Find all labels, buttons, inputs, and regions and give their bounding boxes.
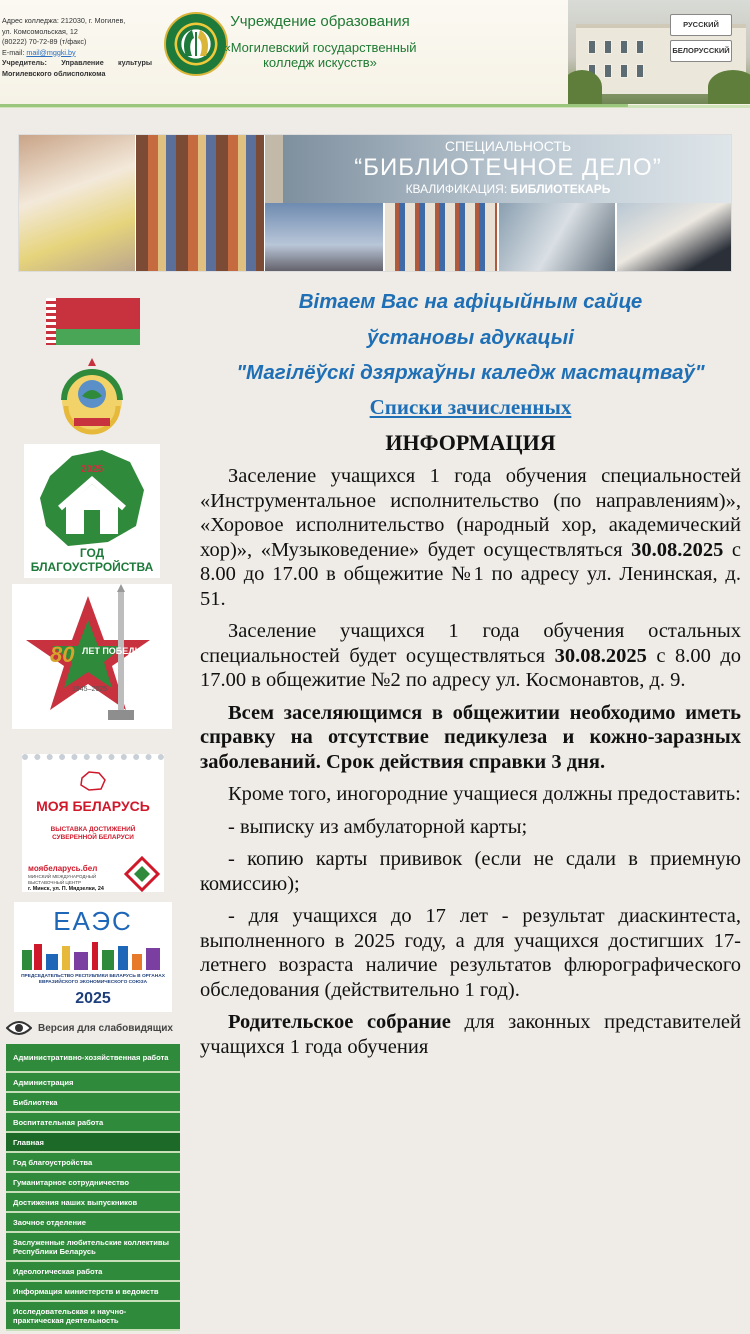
info-list-item-1: - выписку из амбулаторной карты; [228, 815, 528, 838]
flag-ornament [46, 298, 56, 345]
date-highlight: 30.08.2025 [554, 644, 647, 667]
banner-title [283, 135, 732, 203]
menu-item[interactable]: Информация министерств и ведомств [6, 1282, 180, 1302]
specialty-banner[interactable] [18, 134, 732, 272]
window [588, 40, 596, 54]
welcome-line1: Вітаем Вас на афіцыйным сайце [298, 290, 643, 313]
my-belarus-center: МИНСКИЙ МЕЖДУНАРОДНЫЙ ВЫСТАВОЧНЫЙ ЦЕНТР [28, 874, 97, 885]
side-menu [6, 1044, 180, 1331]
accessibility-label: Версия для слабовидящих [38, 1022, 173, 1034]
menu-item[interactable]: Заочное отделение [6, 1213, 180, 1233]
victory-text: ЛЕТ ПОБЕДЫ [82, 646, 144, 656]
info-paragraph-1 [200, 464, 741, 611]
menu-item[interactable]: Библиотека [6, 1093, 180, 1113]
info-list-item-2: - копию карты прививок (если не сдали в приемную комиссию); [200, 848, 741, 895]
skyline-icon [18, 940, 168, 970]
eaes-card[interactable] [14, 902, 172, 1012]
menu-item[interactable]: Воспитательная работа [6, 1113, 180, 1133]
victory-years: 1945–2025 [72, 686, 108, 693]
menu-item[interactable]: Исследовательская и научно-практическая деятельность [6, 1302, 180, 1331]
banner-line3-prefix: КВАЛИФИКАЦИЯ: [405, 182, 511, 196]
founder-word: Учредитель: [2, 58, 47, 67]
my-belarus-card[interactable] [22, 754, 164, 892]
banner-photo-library [499, 203, 615, 272]
window [620, 64, 628, 78]
window [604, 40, 612, 54]
menu-item[interactable]: Гуманитарное сотрудничество [6, 1173, 180, 1193]
main-content [200, 284, 741, 1059]
paragraph-bold-lead: Родительское собрание [228, 1011, 451, 1033]
menu-item[interactable]: Заслуженные любительские коллективы Республики Беларусь [6, 1233, 180, 1262]
founder-word: культуры [118, 58, 152, 67]
email-label: E-mail: [2, 47, 25, 57]
info-paragraph-5 [200, 1010, 741, 1059]
year-of-improvement-card[interactable] [24, 444, 160, 578]
house-map-icon [32, 446, 152, 556]
paragraph-text: для законных представителей учащихся 1 года обучения [200, 1011, 741, 1058]
my-belarus-title: МОЯ БЕЛАРУСЬ [36, 798, 150, 814]
menu-item[interactable]: Административно-хозяйственная работа [6, 1044, 180, 1073]
institution-name: «Могилевский государственный колледж искусств» [223, 40, 417, 70]
eaes-year: 2025 [75, 990, 111, 1007]
header-divider [0, 104, 628, 107]
menu-item[interactable]: Администрация [6, 1073, 180, 1093]
menu-item[interactable]: Год благоустройства [6, 1153, 180, 1173]
enrolled-lists-link[interactable]: Списки зачисленных [369, 395, 572, 419]
paragraph-text: Заселение учащихся 1 года обучения специальностей «Инструментальное исполнительство (по направлениям)», «Хоровое исполнительство (народный хор, академический хор)», «Музыковедение» будет осуществляться [200, 465, 741, 561]
victory-number: 80 [50, 642, 75, 667]
window [636, 40, 644, 54]
eye-icon [6, 1020, 32, 1036]
eaes-title: ЕАЭС [53, 906, 133, 936]
banner-photo-reading [265, 203, 383, 272]
info-title: ИНФОРМАЦИЯ [385, 430, 556, 455]
tree [708, 70, 750, 104]
year-card-number: 2025 [80, 464, 104, 475]
victory-star-icon [12, 584, 172, 729]
eaes-text: ПРЕДСЕДАТЕЛЬСТВО РЕСПУБЛИКИ БЕЛАРУСЬ В ОРГАНАХ ЕВРАЗИЙСКОГО ЭКОНОМИЧЕСКОГО СОЮЗА [21, 974, 165, 985]
address-line: ул. Комсомольская, 12 [2, 26, 78, 36]
founder-word: Управление [61, 58, 104, 67]
founder-line [2, 58, 152, 69]
menu-item[interactable]: Достижения наших выпускников [6, 1193, 180, 1213]
institution-type: Учреждение образования [230, 13, 410, 30]
address-line: Адрес колледжа: 212030, г. Могилев, [2, 16, 126, 25]
ornament-icon [124, 856, 160, 892]
belarus-emblem-icon [52, 356, 132, 436]
tree [568, 70, 602, 104]
window [636, 64, 644, 78]
banner-line2: “БИБЛИОТЕЧНОЕ ДЕЛО” [354, 154, 662, 181]
college-logo[interactable] [164, 12, 228, 76]
banner-photo-costumes [19, 135, 135, 272]
paragraph-text: Заселение учащихся 1 года обучения остальных специальностей будет осуществляться [200, 620, 741, 667]
window [604, 64, 612, 78]
institution-title [222, 12, 418, 70]
year-card-caption: ГОД БЛАГОУСТРОЙСТВА [30, 546, 154, 574]
map-outline-icon [79, 770, 107, 792]
site-header [0, 0, 750, 108]
paragraph-text: с 8.00 до 17.00 в общежитие №1 по адресу ул. Ленинская, д. 51. [200, 538, 741, 610]
my-belarus-address: г. Минск, ул. П. Мядзелки, 24 [28, 886, 104, 892]
banner-photo-computer [617, 203, 732, 272]
welcome-line3: "Магілёўскі дзяржаўны каледж мастацтваў" [236, 361, 705, 384]
banner-line3-value: БИБЛИОТЕКАРЬ [510, 182, 611, 196]
lang-ru-button[interactable]: РУССКИЙ [670, 14, 732, 36]
lyre-icon [178, 26, 214, 62]
info-paragraph-4: Кроме того, иногородние учащиеся должны предоставить: [228, 783, 741, 805]
victory-80-card[interactable] [12, 584, 172, 729]
phone-line: (80222) 70-72-89 (т/факс) [2, 37, 87, 46]
info-paragraph-2 [200, 619, 741, 693]
email-line [2, 48, 152, 59]
founder-line-2: Могилевского облисполкома [2, 68, 106, 78]
my-belarus-subtitle: ВЫСТАВКА ДОСТИЖЕНИЙ СУВЕРЕННОЙ БЕЛАРУСИ [50, 826, 136, 841]
email-link[interactable]: mail@mggki.by [26, 47, 76, 57]
banner-line3 [283, 181, 732, 197]
banner-photo-exhibit [385, 203, 497, 272]
info-list-item-3: - для учащихся до 17 лет - результат диаскинтеста, выполненного в 2025 году, а для учащихся достигших 17-летнего возраста наличие результатов флюрографического обследования (действительно 1 год). [200, 905, 741, 1001]
banner-photo-bookshelf [136, 135, 264, 272]
paragraph-text: с 8.00 до 17.00 в общежитие №2 по адресу ул. Космонавтов, д. 9. [200, 644, 741, 691]
belarus-flag [46, 298, 140, 345]
welcome-block [200, 284, 741, 384]
welcome-line2: ўстановы адукацыі [367, 326, 574, 349]
contact-block [2, 16, 152, 79]
lang-by-button[interactable]: БЕЛОРУССКИЙ [670, 40, 732, 62]
menu-item[interactable]: Главная [6, 1133, 180, 1153]
my-belarus-site: моябеларусь.бел [28, 864, 98, 873]
accessibility-toggle[interactable] [6, 1018, 182, 1038]
window [620, 40, 628, 54]
banner-line1: СПЕЦИАЛЬНОСТЬ [444, 138, 572, 154]
date-highlight: 30.08.2025 [631, 538, 724, 561]
menu-item[interactable]: Идеологическая работа [6, 1262, 180, 1282]
info-paragraph-3: Всем заселяющимся в общежитии необходимо иметь справку на отсутствие педикулеза и кожно-заразных заболеваний. Срок действия справки 3 дня. [200, 701, 741, 773]
